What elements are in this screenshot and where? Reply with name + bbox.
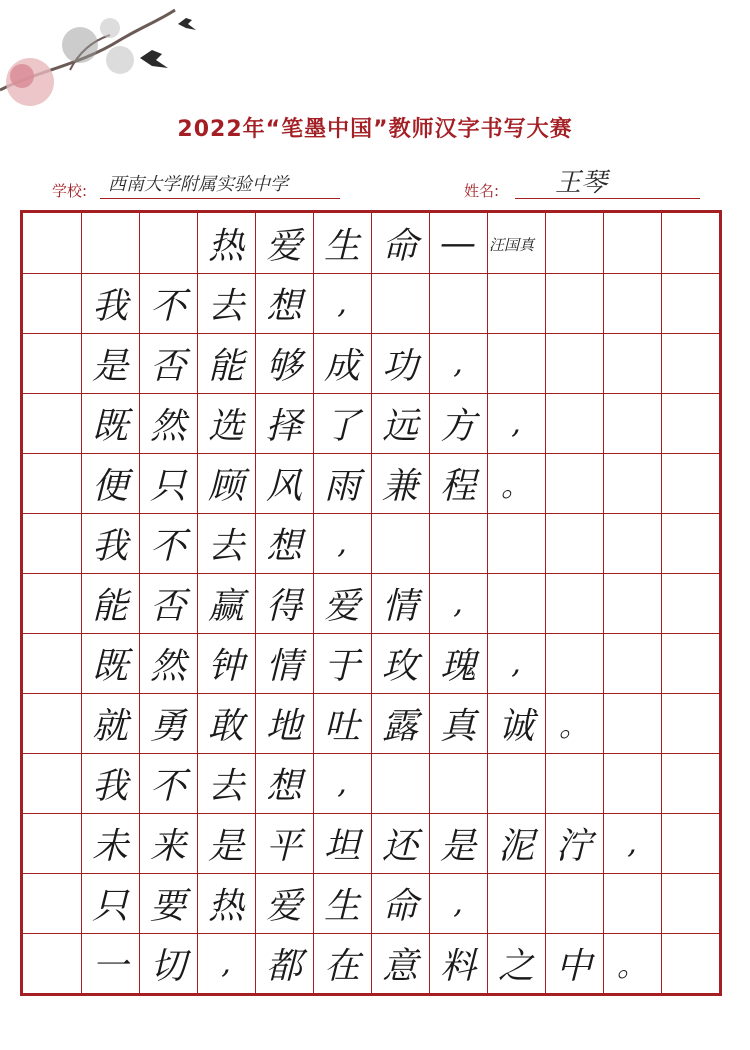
grid-character: 还 bbox=[381, 825, 418, 867]
page-title: 2022年“笔墨中国”教师汉字书写大赛 bbox=[177, 117, 573, 142]
grid-column-line bbox=[545, 213, 546, 993]
grid-character: 地 bbox=[265, 705, 302, 747]
grid-character: , bbox=[221, 945, 231, 981]
grid-character: 玫 bbox=[381, 645, 418, 687]
grid-character: 兼 bbox=[381, 465, 418, 507]
grid-character: 是 bbox=[439, 825, 476, 867]
grid-character: 否 bbox=[149, 585, 186, 627]
grid-character: 命 bbox=[381, 225, 418, 267]
grid-character: 想 bbox=[265, 285, 302, 327]
grid-character: 就 bbox=[91, 705, 128, 747]
grid-character: 泞 bbox=[555, 825, 592, 867]
grid-character: 瑰 bbox=[439, 645, 476, 687]
grid-character: 方 bbox=[439, 405, 476, 447]
grid-character: 只 bbox=[149, 465, 186, 507]
name-underline bbox=[515, 198, 700, 199]
grid-character: 勇 bbox=[149, 705, 186, 747]
grid-character: 选 bbox=[207, 405, 244, 447]
grid-character: 不 bbox=[149, 765, 186, 807]
grid-character: 生 bbox=[323, 885, 360, 927]
grid-character: 能 bbox=[207, 345, 244, 387]
grid-character: 去 bbox=[207, 285, 244, 327]
grid-character: 料 bbox=[439, 945, 476, 987]
grid-character: 真 bbox=[439, 705, 476, 747]
grid-character: 热 bbox=[207, 885, 244, 927]
grid-character: 既 bbox=[91, 405, 128, 447]
grid-character: 。 bbox=[617, 949, 647, 984]
grid-character: 爱 bbox=[265, 885, 302, 927]
grid-character: — bbox=[440, 222, 476, 264]
writing-grid bbox=[20, 210, 722, 996]
school-label: 学校: bbox=[52, 182, 88, 200]
grid-character: 便 bbox=[91, 465, 128, 507]
grid-character: 远 bbox=[381, 405, 418, 447]
grid-character: 在 bbox=[323, 945, 360, 987]
grid-character: , bbox=[453, 585, 463, 621]
grid-character: 去 bbox=[207, 525, 244, 567]
grid-character: 来 bbox=[149, 825, 186, 867]
grid-character: 能 bbox=[91, 585, 128, 627]
grid-character: 是 bbox=[91, 345, 128, 387]
grid-character: 风 bbox=[265, 465, 302, 507]
grid-character: 平 bbox=[265, 825, 302, 867]
grid-character: 钟 bbox=[207, 645, 244, 687]
grid-character: 之 bbox=[497, 945, 534, 987]
poem-author: 汪国真 bbox=[489, 236, 535, 254]
grid-character: 我 bbox=[91, 525, 128, 567]
grid-character: 雨 bbox=[323, 465, 360, 507]
grid-character: , bbox=[337, 285, 347, 321]
grid-character: , bbox=[511, 405, 521, 441]
grid-character: 想 bbox=[265, 525, 302, 567]
grid-character: , bbox=[453, 885, 463, 921]
grid-character: 坦 bbox=[323, 825, 360, 867]
grid-character: , bbox=[337, 525, 347, 561]
grid-character: 择 bbox=[265, 405, 302, 447]
grid-character: , bbox=[511, 645, 521, 681]
grid-character: 敢 bbox=[207, 705, 244, 747]
grid-character: 情 bbox=[265, 645, 302, 687]
grid-character: 了 bbox=[323, 405, 360, 447]
grid-character: 中 bbox=[555, 945, 592, 987]
grid-character: 否 bbox=[149, 345, 186, 387]
grid-character: 切 bbox=[149, 945, 186, 987]
grid-character: 意 bbox=[381, 945, 418, 987]
grid-character: 顾 bbox=[207, 465, 244, 507]
grid-character: 然 bbox=[149, 645, 186, 687]
school-value: 西南大学附属实验中学 bbox=[108, 174, 288, 195]
grid-character: 泥 bbox=[497, 825, 534, 867]
grid-column-line bbox=[487, 213, 488, 993]
grid-character: , bbox=[453, 345, 463, 381]
grid-character: 一 bbox=[91, 945, 128, 987]
grid-character: 程 bbox=[439, 465, 476, 507]
grid-character: 是 bbox=[207, 825, 244, 867]
name-label: 姓名: bbox=[464, 182, 500, 200]
grid-character: 既 bbox=[91, 645, 128, 687]
grid-character: 够 bbox=[265, 345, 302, 387]
grid-character: 然 bbox=[149, 405, 186, 447]
grid-character: 要 bbox=[149, 885, 186, 927]
grid-character: 功 bbox=[381, 345, 418, 387]
grid-character: 不 bbox=[149, 285, 186, 327]
grid-character: 命 bbox=[381, 885, 418, 927]
grid-character: 热 bbox=[207, 225, 244, 267]
grid-character: 我 bbox=[91, 285, 128, 327]
grid-character: 情 bbox=[381, 585, 418, 627]
grid-character: 未 bbox=[91, 825, 128, 867]
grid-character: , bbox=[337, 765, 347, 801]
grid-character: 吐 bbox=[323, 705, 360, 747]
grid-character: 生 bbox=[323, 225, 360, 267]
grid-character: 。 bbox=[501, 469, 531, 504]
grid-character: 爱 bbox=[323, 585, 360, 627]
grid-character: , bbox=[627, 825, 637, 861]
grid-character: 成 bbox=[323, 345, 360, 387]
grid-character: 得 bbox=[265, 585, 302, 627]
grid-column-line bbox=[661, 213, 662, 993]
grid-character: 诚 bbox=[497, 705, 534, 747]
grid-character: 去 bbox=[207, 765, 244, 807]
grid-character: 爱 bbox=[265, 225, 302, 267]
grid-character: 露 bbox=[381, 705, 418, 747]
plum-blossom-branch-icon bbox=[0, 0, 230, 120]
grid-character: 只 bbox=[91, 885, 128, 927]
grid-column-line bbox=[603, 213, 604, 993]
grid-character: 我 bbox=[91, 765, 128, 807]
school-underline bbox=[100, 198, 340, 199]
grid-character: 于 bbox=[323, 645, 360, 687]
grid-character: 赢 bbox=[207, 585, 244, 627]
name-value: 王琴 bbox=[555, 168, 608, 198]
grid-character: 不 bbox=[149, 525, 186, 567]
grid-character: 都 bbox=[265, 945, 302, 987]
grid-character: 。 bbox=[559, 709, 589, 744]
grid-character: 想 bbox=[265, 765, 302, 807]
